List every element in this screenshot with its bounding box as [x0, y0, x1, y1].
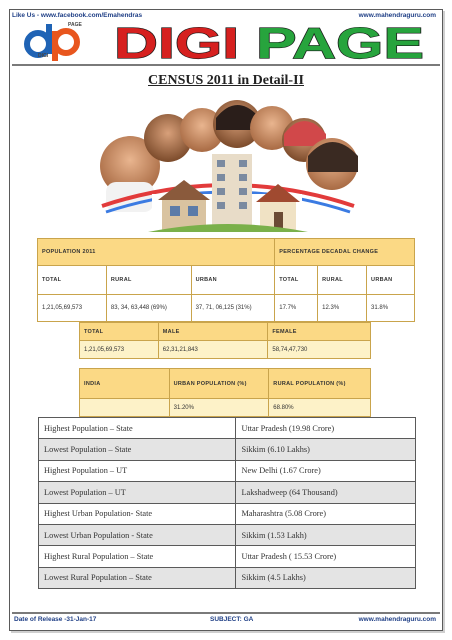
value-urban-pct: 31.20%	[169, 399, 269, 417]
value-urban: 37, 71, 06,125 (31%)	[191, 295, 275, 322]
census-banner-illustration	[92, 94, 364, 234]
value-change-rural: 12.3%	[318, 295, 367, 322]
table-row	[39, 503, 416, 524]
value-change-total: 17.7%	[275, 295, 318, 322]
value-total: 1,21,05,69,573	[38, 295, 107, 322]
col-male: MALE	[158, 323, 268, 341]
value-india	[80, 399, 170, 417]
fact-label: Highest Urban Population- State	[39, 503, 236, 524]
fact-label: Lowest Rural Population – State	[39, 567, 236, 588]
fact-value: Uttar Pradesh ( 15.53 Crore)	[236, 546, 416, 567]
col-total: TOTAL	[38, 266, 107, 295]
value-rural: 83, 34, 63,448 (69%)	[106, 295, 191, 322]
value-male: 62,31,21,843	[158, 341, 268, 359]
col-rural: RURAL	[106, 266, 191, 295]
col-urban-pct: URBAN POPULATION (%)	[169, 369, 269, 399]
population-facts-table	[38, 417, 416, 589]
col-change-urban: URBAN	[367, 266, 415, 295]
houses-group	[148, 154, 308, 232]
svg-text:DIGI PAGE: DIGI PAGE	[114, 20, 378, 64]
fact-value: Sikkim (1.53 Lakh)	[236, 524, 416, 545]
table-row	[39, 482, 416, 503]
value-female: 58,74,47,730	[268, 341, 371, 359]
table-row	[39, 546, 416, 567]
population-2011-header: POPULATION 2011	[38, 239, 275, 266]
fact-value: Uttar Pradesh (19.98 Crore)	[236, 418, 416, 439]
urban-rural-percent-table	[79, 368, 371, 417]
value-gender-total: 1,21,05,69,573	[80, 341, 159, 359]
facebook-link[interactable]: Like Us - www.facebook.com/Emahendras	[12, 12, 143, 19]
value-change-urban: 31.8%	[367, 295, 415, 322]
dp-logo-icon	[20, 22, 84, 62]
value-rural-pct: 68.80%	[269, 399, 371, 417]
document-title-text: CENSUS 2011 in Detail-II	[148, 73, 304, 88]
fact-label: Highest Population – State	[39, 418, 236, 439]
footer-rule	[12, 612, 440, 614]
logo-label: DIGI	[38, 53, 49, 59]
fact-value: Sikkim (4.5 Lakhs)	[236, 567, 416, 588]
fact-label: Highest Population – UT	[39, 460, 236, 481]
fact-label: Lowest Population – State	[39, 439, 236, 460]
decadal-change-header: PERCENTAGE DECADAL CHANGE	[275, 239, 415, 266]
population-2011-table	[37, 238, 415, 322]
col-india: INDIA	[80, 369, 170, 399]
col-change-total: TOTAL	[275, 266, 318, 295]
table-row	[39, 567, 416, 588]
table-row	[39, 524, 416, 545]
table-row	[39, 418, 416, 439]
fact-value: Maharashtra (5.08 Crore)	[236, 503, 416, 524]
fact-label: Lowest Urban Population - State	[39, 524, 236, 545]
fact-value: New Delhi (1.67 Crore)	[236, 460, 416, 481]
col-urban: URBAN	[191, 266, 275, 295]
logo-label-small: PAGE	[68, 22, 82, 28]
table-row	[39, 460, 416, 481]
gender-population-table	[79, 322, 371, 359]
col-female: FEMALE	[268, 323, 371, 341]
footer-bar	[12, 616, 440, 626]
fact-value: Sikkim (6.10 Lakhs)	[236, 439, 416, 460]
table-row	[39, 439, 416, 460]
digi-page-title	[112, 20, 427, 64]
col-gender-total: TOTAL	[80, 323, 159, 341]
document-title	[0, 73, 452, 89]
subject-label: SUBJECT: GA	[210, 616, 254, 623]
site-link-bottom[interactable]: www.mahendraguru.com	[358, 616, 436, 623]
col-rural-pct: RURAL POPULATION (%)	[269, 369, 371, 399]
col-change-rural: RURAL	[318, 266, 367, 295]
site-link-top[interactable]: www.mahendraguru.com	[358, 12, 436, 19]
header-rule	[12, 64, 440, 66]
fact-label: Lowest Population – UT	[39, 482, 236, 503]
fact-label: Highest Rural Population – State	[39, 546, 236, 567]
release-date: Date of Release -31-Jan-17	[14, 616, 97, 623]
fact-value: Lakshadweep (64 Thousand)	[236, 482, 416, 503]
